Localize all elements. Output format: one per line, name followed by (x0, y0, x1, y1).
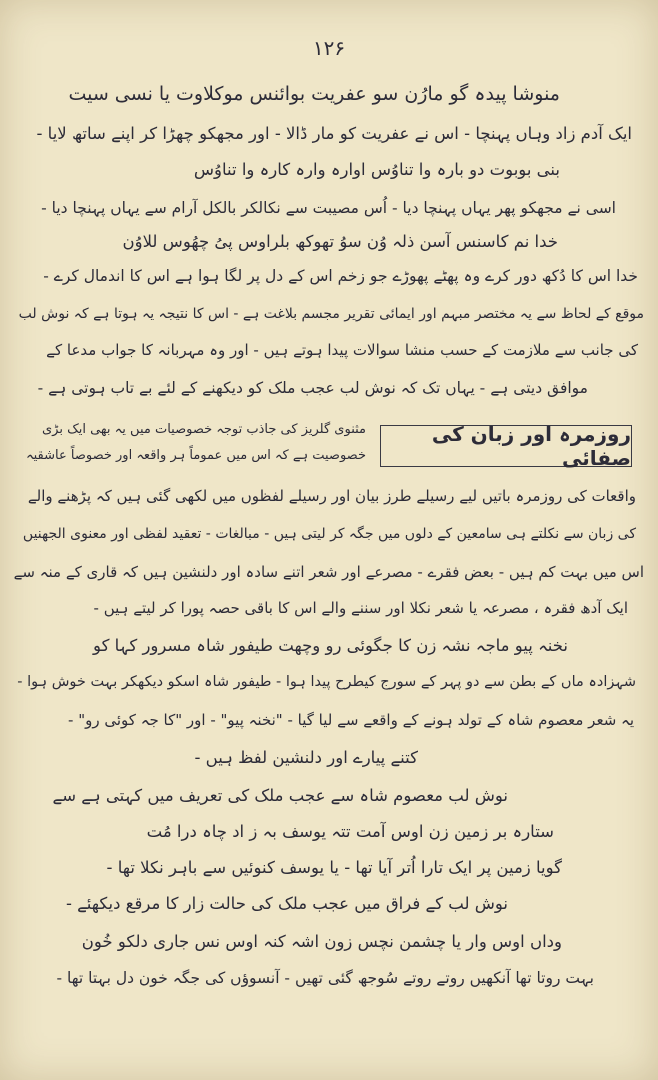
text-line: شہزادہ ماں کے بطن سے دو پہر کے سورج کیطرح پیدا ہوا - طیفور شاہ اسکو دیکھکر بہت خوش ہوا - (17, 674, 636, 690)
text-line: نخنہ پیو ماجہ نشہ زن کا جگوئی رو وچھت طیفور شاہ مسرور کہا کو (93, 636, 568, 655)
text-line: منوشا پیدہ گو مارُن سو عفریت بوائنس موکلاوت یا نسی سیت (68, 83, 560, 105)
text-line: کی جانب سے ملازمت کے حسب منشا سوالات پیدا ہوتے ہیں - اور وہ مہربانہ کا جواب مدعا کے (46, 341, 638, 359)
text-line: وداں اوس وار یا چشمن نچس زون اشہ کنہ اوس نس جاری دلکو خُون (81, 932, 562, 951)
text-line: موافق دیتی ہے - یہاں تک کہ نوش لب عجب ملک کو دیکھنے کے لئے بے تاب ہوتی ہے - (37, 379, 588, 397)
text-line: یہ شعر معصوم شاہ کے تولد ہونے کے واقعے سے لیا گیا - "نخنہ پیو" - اور "کا جہ کوئی رو" - (68, 711, 634, 729)
section-heading: روزمرہ اور زبان کی صفائی (431, 422, 631, 470)
text-line: موقع کے لحاظ سے یہ مختصر مبہم اور ایمائی تقریر مجسم بلاغت ہے - اس کا نتیجہ یہ ہوتا ہے کہ نوش لب (18, 306, 644, 322)
text-line: کتنے پیارے اور دلنشین لفظ ہیں - (194, 748, 418, 767)
text-line: نوش لب کے فراق میں عجب ملک کی حالت زار کا مرقع دیکھئے - (65, 894, 508, 913)
text-line: ایک آدم زاد وہاں پہنچا - اس نے عفریت کو مار ڈالا - اور مجھکو چھڑا کر اپنے ساتھ لایا - (36, 124, 632, 143)
text-line: ستارہ بر زمین زن اوس آمت تتہ یوسف بہ ز اد چاہ درا مُت (146, 822, 554, 841)
page-number: ۱۲۶ (312, 36, 346, 60)
text-line: گویا زمین پر ایک تارا اُتر آیا تھا - یا یوسف کنوئیں سے باہر نکلا تھا - (106, 858, 562, 877)
text-line: خدا نم کاسنس آسن ذلہ وُن سوُ تھوکھ بلراوس پیُ چھُوس للاوُن (122, 232, 558, 251)
text-line: ایک آدھ فقرہ ، مصرعہ یا شعر نکلا اور سننے والے اس کا باقی حصہ پورا کر لیتے ہیں - (93, 599, 628, 617)
text-line: کی زبان سے نکلتے ہی سامعین کے دلوں میں جگہ کر لیتی ہیں - مبالغات - تعقید لفظی اور معنوی الجھنیں (22, 526, 636, 542)
text-line: اس میں بہت کم ہیں - بعض فقرے - مصرعے اور شعر اتنے سادہ اور دلنشین ہیں کہ قاری کے منہ سے (13, 563, 644, 581)
text-line: اسی نے مجھکو پھر یہاں پہنچا دیا - اُس مصیبت سے نکالکر بالکل آرام سے یہاں پہنچا دیا - (41, 199, 616, 217)
section-heading-box (380, 422, 632, 470)
text-line: بنی بوبوت دو بارہ وا تناوُس اوارہ وارہ کارہ وا تناوُس (193, 160, 560, 179)
text-line: مثنوی گلریز کی جاذب توجہ خصوصیات میں یہ بھی ایک بڑی (42, 422, 366, 437)
text-line: خدا اس کا دُکھ دور کرے وہ پھٹے پھوڑے جو زخم اس کے دل پر لگا ہوا ہے اس کا اندمال کرے - (43, 267, 638, 285)
text-line: واقعات کی روزمرہ باتیں لیے رسیلے طرز بیان اور رسیلے لفظوں میں لکھی گئی ہیں کہ پڑھنے والے (27, 487, 636, 505)
text-line: خصوصیت ہے کہ اس میں عموماً ہر واقعہ اور خصوصاً عاشقیہ (26, 448, 366, 463)
text-line: بہت روتا تھا آنکھیں روتے روتے سُوجھ گئی تھیں - آنسوؤں کی جگہ خون دل بہتا تھا - (56, 969, 594, 987)
text-line: نوش لب معصوم شاہ سے عجب ملک کی تعریف میں کہتی ہے سے (52, 786, 508, 805)
